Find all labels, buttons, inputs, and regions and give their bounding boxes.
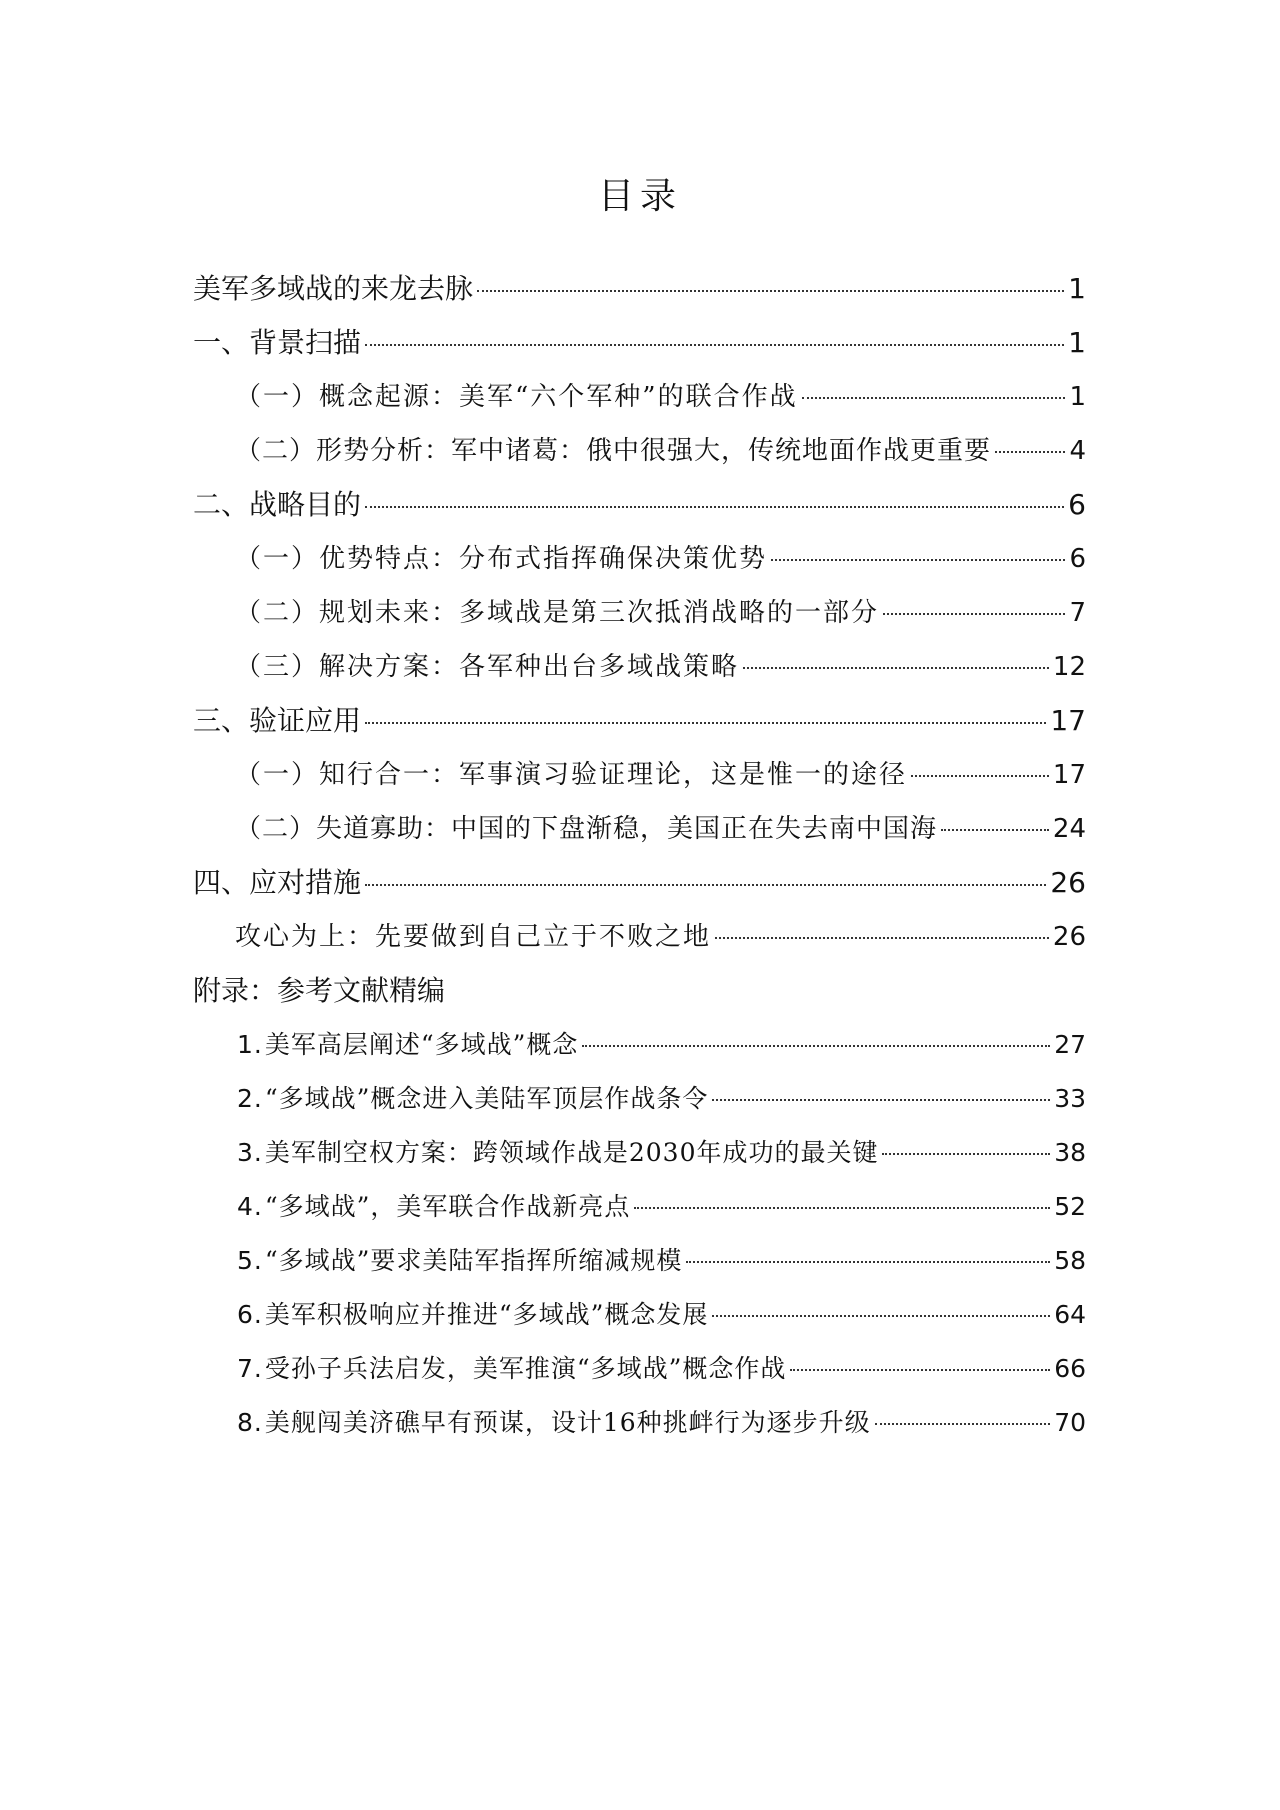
toc-entry-text: 附录：参考文献精编	[193, 974, 446, 1007]
toc-entry[interactable]	[193, 1234, 1086, 1288]
toc-entry-page: 26	[1052, 922, 1086, 952]
toc-entry[interactable]	[193, 586, 1086, 640]
toc-entry-page: 17	[1052, 760, 1086, 790]
toc-entry-text: 四、应对措施	[193, 866, 362, 899]
toc-entry-page: 4	[1069, 436, 1086, 466]
toc-entry[interactable]	[193, 316, 1086, 370]
toc-entry[interactable]	[193, 802, 1086, 856]
toc-leader-dots	[365, 344, 1064, 346]
toc-entry-number: 3.	[237, 1138, 263, 1167]
toc-entry[interactable]	[193, 532, 1086, 586]
toc-entry-page: 6	[1069, 544, 1086, 574]
toc-leader-dots	[883, 613, 1065, 615]
toc-entry-text: 一、背景扫描	[193, 326, 362, 359]
toc-entry[interactable]	[193, 1288, 1086, 1342]
toc-leader-dots	[634, 1207, 1050, 1209]
toc-leader-dots	[802, 397, 1066, 399]
toc-entry-number: 6.	[237, 1300, 263, 1329]
toc-entry-number: 4.	[237, 1192, 263, 1221]
toc-entry-text: （一）知行合一：军事演习验证理论，这是惟一的途径	[235, 760, 908, 790]
toc-entry[interactable]	[193, 694, 1086, 748]
table-of-contents	[193, 262, 1086, 1450]
toc-leader-dots	[686, 1261, 1050, 1263]
toc-entry-text: 受孙子兵法启发，美军推演“多域战”概念作战	[264, 1354, 787, 1383]
toc-entry[interactable]	[193, 910, 1086, 964]
toc-leader-dots	[743, 667, 1049, 669]
toc-entry-number: 7.	[237, 1354, 263, 1383]
toc-entry[interactable]	[193, 1018, 1086, 1072]
toc-entry-page: 26	[1050, 866, 1086, 899]
toc-entry[interactable]	[193, 1126, 1086, 1180]
toc-leader-dots	[582, 1045, 1050, 1047]
toc-entry-page: 64	[1054, 1300, 1086, 1329]
toc-leader-dots	[712, 1315, 1050, 1317]
toc-entry-number: 1.	[237, 1030, 263, 1059]
toc-entry-text: （二）失道寡助：中国的下盘渐稳，美国正在失去南中国海	[235, 814, 938, 844]
toc-entry-text: 美军制空权方案：跨领域作战是2030年成功的最关键	[264, 1138, 879, 1167]
toc-leader-dots	[365, 722, 1046, 724]
toc-entry-text: 二、战略目的	[193, 488, 362, 521]
toc-entry-text: 美军多域战的来龙去脉	[193, 272, 474, 305]
toc-entry[interactable]	[193, 424, 1086, 478]
toc-leader-dots	[712, 1099, 1050, 1101]
toc-entry-page: 12	[1052, 652, 1086, 682]
toc-entry-text: “多域战”概念进入美陆军顶层作战条令	[264, 1084, 709, 1113]
toc-entry[interactable]	[193, 370, 1086, 424]
toc-leader-dots	[365, 506, 1064, 508]
toc-entry-page: 1	[1068, 272, 1086, 305]
toc-entry[interactable]	[193, 748, 1086, 802]
toc-entry-text: （二）规划未来：多域战是第三次抵消战略的一部分	[235, 598, 880, 628]
toc-entry-text: 美舰闯美济礁早有预谋，设计16种挑衅行为逐步升级	[264, 1408, 871, 1437]
toc-entry-text: （一）概念起源：美军“六个军种”的联合作战	[235, 382, 798, 412]
toc-entry[interactable]	[193, 640, 1086, 694]
toc-leader-dots	[790, 1369, 1050, 1371]
toc-entry[interactable]	[193, 856, 1086, 910]
toc-leader-dots	[477, 290, 1064, 292]
toc-entry-text: 三、验证应用	[193, 704, 362, 737]
toc-entry-text: （一）优势特点：分布式指挥确保决策优势	[235, 544, 768, 574]
toc-entry[interactable]	[193, 1180, 1086, 1234]
toc-leader-dots	[875, 1423, 1051, 1425]
toc-entry-page: 17	[1050, 704, 1086, 737]
toc-entry-number: 8.	[237, 1408, 263, 1437]
toc-leader-dots	[882, 1153, 1050, 1155]
toc-entry-number: 5.	[237, 1246, 263, 1275]
toc-leader-dots	[941, 829, 1049, 831]
toc-leader-dots	[365, 884, 1046, 886]
toc-entry-page: 38	[1054, 1138, 1086, 1167]
toc-entry-page: 58	[1054, 1246, 1086, 1275]
toc-leader-dots	[995, 451, 1065, 453]
toc-entry-page: 1	[1068, 326, 1086, 359]
toc-entry[interactable]	[193, 1396, 1086, 1450]
toc-entry-number: 2.	[237, 1084, 263, 1113]
toc-entry-page: 52	[1054, 1192, 1086, 1221]
toc-entry[interactable]	[193, 1342, 1086, 1396]
toc-entry-page: 33	[1054, 1084, 1086, 1113]
toc-entry[interactable]	[193, 262, 1086, 316]
toc-entry-text: 美军积极响应并推进“多域战”概念发展	[264, 1300, 709, 1329]
toc-leader-dots	[715, 937, 1049, 939]
toc-entry[interactable]	[193, 478, 1086, 532]
toc-entry-text: 美军高层阐述“多域战”概念	[264, 1030, 579, 1059]
toc-entry-page: 7	[1069, 598, 1086, 628]
toc-entry-page: 24	[1052, 814, 1086, 844]
toc-entry-page: 6	[1068, 488, 1086, 521]
toc-entry-page: 70	[1054, 1408, 1086, 1437]
toc-entry-text: 攻心为上：先要做到自己立于不败之地	[235, 922, 712, 952]
toc-entry[interactable]	[193, 964, 1086, 1018]
toc-entry-text: “多域战”要求美陆军指挥所缩减规模	[264, 1246, 683, 1275]
toc-leader-dots	[911, 775, 1049, 777]
toc-leader-dots	[771, 559, 1065, 561]
toc-entry[interactable]	[193, 1072, 1086, 1126]
toc-entry-page: 27	[1054, 1030, 1086, 1059]
toc-entry-page: 1	[1069, 382, 1086, 412]
toc-entry-text: （三）解决方案：各军种出台多域战策略	[235, 652, 740, 682]
page-title: 目录	[597, 176, 682, 217]
toc-entry-text: （二）形势分析：军中诸葛：俄中很强大，传统地面作战更重要	[235, 436, 992, 466]
toc-entry-page: 66	[1054, 1354, 1086, 1383]
toc-entry-text: “多域战”，美军联合作战新亮点	[264, 1192, 631, 1221]
